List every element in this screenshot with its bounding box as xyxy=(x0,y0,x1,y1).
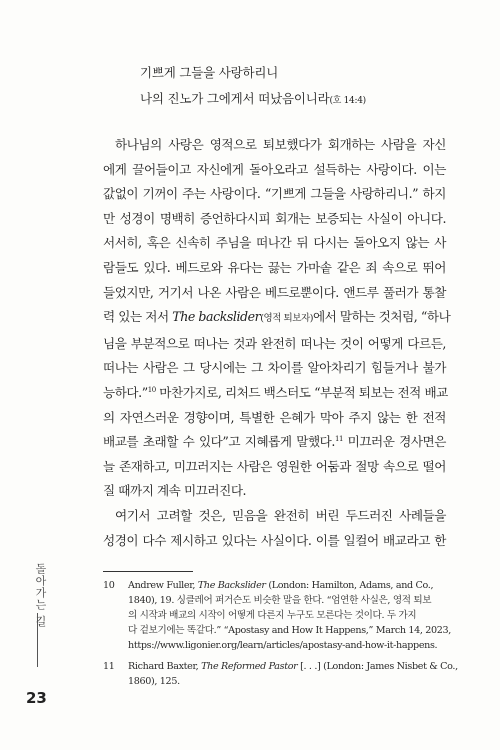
footnote xyxy=(103,578,449,653)
footnote-marker[interactable]: 11 xyxy=(334,434,343,443)
body-text xyxy=(103,133,451,553)
epigraph-line xyxy=(140,86,440,114)
footnote-number: 10 xyxy=(103,580,115,591)
page-number: 23 xyxy=(26,689,47,707)
text: 배교를 초래할 수 있다”고 지혜롭게 말했다. xyxy=(103,434,335,450)
text: 력 있는 저서 xyxy=(103,309,173,325)
running-header xyxy=(28,563,48,683)
footnote-divider xyxy=(103,571,193,572)
footnote-link[interactable]: https://www.ligonier.org/learn/articles/apostasy-and-how-it-happens. xyxy=(128,640,438,651)
footnote-text xyxy=(128,578,451,653)
text: 미끄러운 경사면은 xyxy=(342,434,446,450)
footnote-number: 11 xyxy=(103,661,115,672)
footnote-line xyxy=(128,578,451,593)
book-title: The backslider xyxy=(172,309,261,325)
scripture-reference: (호 14:4) xyxy=(329,96,366,106)
text-line xyxy=(103,430,446,455)
book-title-vertical: 돌아가는 길 xyxy=(34,563,47,628)
text-line: 여기서 고려할 것은, 믿음을 완전히 버린 두드러진 사례들을 xyxy=(115,507,446,523)
side-divider xyxy=(37,613,38,667)
text: Richard Baxter, xyxy=(128,661,202,672)
footnote xyxy=(103,659,458,689)
text-line: 떠나는 사람은 그 당시에는 그 차이를 알아차리기 힘들거나 불가 xyxy=(103,360,446,376)
text-line xyxy=(103,381,446,406)
footnote-line: 1840), 19. 싱클레어 퍼거슨도 비슷한 말을 한다. “엄연한 사실은, 영적 퇴보 xyxy=(128,595,432,606)
footnote-text xyxy=(128,659,458,689)
text-line: 값없이 기꺼이 주는 사랑이다. “기쁘게 그들을 사랑하리니.” 하지 xyxy=(103,186,446,202)
text-line: 서서히, 혹은 신속히 주님을 떠나간 뒤 다시는 돌아오지 않는 사 xyxy=(103,235,446,251)
text: 능하다.” xyxy=(103,384,148,400)
text-line: 에게 끌어들이고 자신에게 돌아오라고 설득하는 사랑이다. 이는 xyxy=(103,161,446,177)
text: [. . .] (London: James Nisbet & Co., xyxy=(297,661,458,672)
footnote-line: 1860), 125. xyxy=(128,676,180,687)
text-line: 만 성경이 명백히 증언하다시피 회개는 보증되는 사실이 아니다. xyxy=(103,210,446,226)
book-title: The Backslider xyxy=(197,580,266,591)
footnote-line: 다 겉보기에는 똑같다.” “Apostasy and How It Happens,” March 14, 2023, xyxy=(128,625,451,636)
footnotes xyxy=(103,578,458,689)
text-line: 님을 부분적으로 떠나는 것과 완전히 떠나는 것이 어떻게 다르든, xyxy=(103,335,446,351)
book-title-translation: (영적 퇴보자) xyxy=(260,313,313,325)
text-line: 람들도 있다. 베드로와 유다는 끓는 가마솥 같은 죄 속으로 뛰어 xyxy=(103,259,446,275)
footnote-marker[interactable]: 10 xyxy=(147,385,156,394)
text-line xyxy=(103,305,451,332)
footnote-line xyxy=(128,659,458,674)
text-line: 성경이 다수 제시하고 있다는 사실이다. 이를 일컬어 배교라고 한 xyxy=(103,532,446,548)
text-line: 질 때까지 계속 미끄러진다. xyxy=(103,483,247,499)
text: Andrew Fuller, xyxy=(128,580,198,591)
text: (London: Hamilton, Adams, and Co., xyxy=(265,580,434,591)
text-line: 의 자연스러운 경향이며, 특별한 은혜가 막아 주지 않는 한 전적 xyxy=(103,409,446,425)
text: 에서 말하는 것처럼, “하나 xyxy=(312,309,451,325)
text-line: 하나님의 사랑은 영적으로 퇴보했다가 회개하는 사람을 자신 xyxy=(115,137,446,152)
epigraph xyxy=(140,60,440,114)
epigraph-line: 기쁘게 그들을 사랑하리니 xyxy=(140,65,279,80)
book-title: The Reformed Pastor xyxy=(201,661,298,672)
text-line: 들었지만, 거기서 나온 사람은 베드로뿐이다. 앤드루 풀러가 통찰 xyxy=(103,284,446,300)
text-line: 늘 존재하고, 미끄러지는 사람은 영원한 어둠과 절망 속으로 떨어 xyxy=(103,458,446,474)
footnote-line: 의 시작과 배교의 시작이 어떻게 다른지 누구도 모른다는 것이다. 두 가지 xyxy=(128,610,417,621)
epigraph-text: 나의 진노가 그에게서 떠났음이니라 xyxy=(140,91,330,106)
text: 마찬가지로, 리처드 백스터도 “부분적 퇴보는 전적 배교 xyxy=(155,384,448,400)
